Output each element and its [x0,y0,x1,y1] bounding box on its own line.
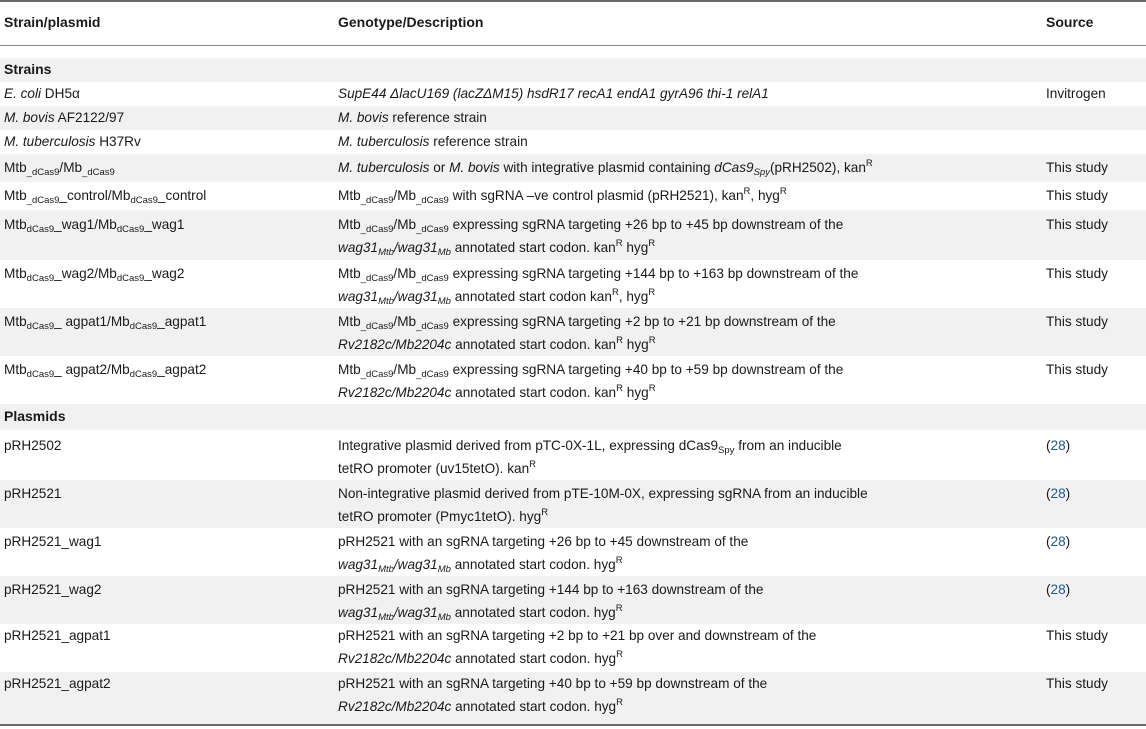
strain-name: Mtb$_{dCas9}$_ $agpat2/Mb_{dCas9}\_agpat2$ [4,362,207,380]
table-row [0,210,1146,260]
section-title-strains: Strains [4,61,52,77]
source: Invitrogen [1046,86,1106,101]
source: This study [1046,314,1108,329]
source: This study [1046,266,1108,281]
plasmid-name: pRH2521_agpat1 [4,628,111,643]
genotype-description: pRH2521 with an sgRNA targeting +2 bp to +21 bp over and downstream of the Rv2182c/Mb2204c annotated start codon. hyg$^R$ [338,628,817,666]
reference-link[interactable]: 28 [1050,534,1066,549]
table-row [0,260,1146,308]
table-top-rule [0,0,1146,2]
genotype-description: $Mtb_{\_dCas9}/Mb_{\_dCas9}$ expressing sgRNA targeting +26 bp to +45 bp downstream of the $wag31_{Mtb}/wag31_{Mb}$ annotated start codon. kan$^R$ hyg$^R$ [338,217,844,258]
genotype-description: $Mtb_{\_dCas9}/Mb_{\_dCas9}$ expressing sgRNA targeting +2 bp to +21 bp downstream of the Rv2182c/Mb2204c annotated start codon. kan$^R$ hyg$^R$ [338,314,836,352]
plasmid-name: pRH2502 [4,438,62,453]
section-row-strains [0,58,1146,82]
plasmid-name: pRH2521 [4,486,62,501]
table-row [0,182,1146,210]
source: This study [1046,160,1108,175]
genotype-description: $Mtb_{\_dCas9}/Mb_{\_dCas9}$ with sgRNA –ve control plasmid (pRH2521), kan$^R$, hyg$^R$ [338,186,787,206]
table-row [0,430,1146,480]
reference-link[interactable]: 28 [1050,438,1066,453]
source: (28) [1046,486,1071,501]
strain-name: Mtb$_{dCas9}$_ $agpat1/Mb_{dCas9}\_agpat1$ [4,314,207,332]
genotype-description: Integrative plasmid derived from pTC-0X-1L, expressing $dCas9_{Spy}$ from an inducible tetRO promoter (uv15tetO). kan$^R$ [338,438,842,476]
source: This study [1046,676,1108,691]
table-row [0,130,1146,154]
strain-name: M. tuberculosis H37Rv [4,134,141,149]
header-genotype-description: Genotype/Description [338,14,484,30]
plasmid-name: pRH2521_agpat2 [4,676,111,691]
source: (28) [1046,438,1071,453]
table-row [0,624,1146,672]
header-source: Source [1046,14,1094,30]
plasmid-name: pRH2521_wag2 [4,582,102,597]
table-row [0,356,1146,404]
strain-name: $Mtb_{\_dCas9}/Mb_{\_dCas9}$ [4,160,115,178]
table-row [0,106,1146,130]
table-row [0,154,1146,182]
table-row [0,480,1146,528]
genotype-description: SupE44 ΔlacU169 (lacZΔM15) hsdR17 recA1 endA1 gyrA96 thi-1 relA1 [338,86,769,101]
source: (28) [1046,582,1071,597]
source: This study [1046,188,1108,203]
source: This study [1046,217,1108,232]
source: This study [1046,362,1108,377]
plasmid-name: pRH2521_wag1 [4,534,102,549]
strain-name: E. coli DH5α [4,86,80,101]
genotype-description: M. tuberculosis or M. bovis with integrative plasmid containing $dCas9_{Spy}(pRH2502)$, kan$^R$ [338,158,873,178]
genotype-description: pRH2521 with an sgRNA targeting +40 bp to +59 bp downstream of the Rv2182c/Mb2204c annotated start codon. hyg$^R$ [338,676,768,714]
strain-name: M. bovis AF2122/97 [4,110,125,125]
table-row [0,308,1146,356]
table-row [0,528,1146,576]
genotype-description: Non-integrative plasmid derived from pTE-10M-0X, expressing sgRNA from an inducible tetRO promoter (Pmyc1tetO). hyg$^R$ [338,486,868,524]
reference-link[interactable]: 28 [1050,486,1066,501]
section-title-plasmids: Plasmids [4,408,66,424]
table-bottom-rule [0,724,1146,726]
table-row [0,576,1146,624]
strain-name: $Mtb_{\_dCas9}\_control/Mb_{dCas9}\_control$ [4,188,207,206]
reference-link[interactable]: 28 [1050,582,1066,597]
genotype-description: M. bovis reference strain [338,110,487,125]
section-row-plasmids [0,404,1146,430]
genotype-description: pRH2521 with an sgRNA targeting +26 bp to +45 downstream of the $wag31_{Mtb}/wag31_{Mb}$ annotated start codon. hyg$^R$ [338,534,749,575]
header-strain-plasmid: Strain/plasmid [4,14,101,30]
strain-name: $Mtb_{dCas9}\_wag2/Mb_{dCas9}\_wag2$ [4,266,185,284]
source: (28) [1046,534,1071,549]
genotype-description: M. tuberculosis reference strain [338,134,528,149]
table-row [0,82,1146,106]
genotype-description: $Mtb_{\_dCas9}/Mb_{\_dCas9}$ expressing sgRNA targeting +144 bp to +163 bp downstream of the $wag31_{Mtb}/wag31_{Mb}$ annotated start codon kan$^R$, hyg$^R$ [338,266,859,307]
genotype-description: $Mtb_{\_dCas9}/Mb_{\_dCas9}$ expressing sgRNA targeting +40 bp to +59 bp downstream of the Rv2182c/Mb2204c annotated start codon. kan$^R$ hyg$^R$ [338,362,844,400]
strain-name: $Mtb_{dCas9}\_wag1/Mb_{dCas9}\_wag1$ [4,217,185,235]
source: This study [1046,628,1108,643]
header-rule [0,45,1146,46]
genotype-description: pRH2521 with an sgRNA targeting +144 bp to +163 downstream of the $wag31_{Mtb}/wag31_{Mb}$ annotated start codon. hyg$^R$ [338,582,764,623]
table-row [0,672,1146,724]
